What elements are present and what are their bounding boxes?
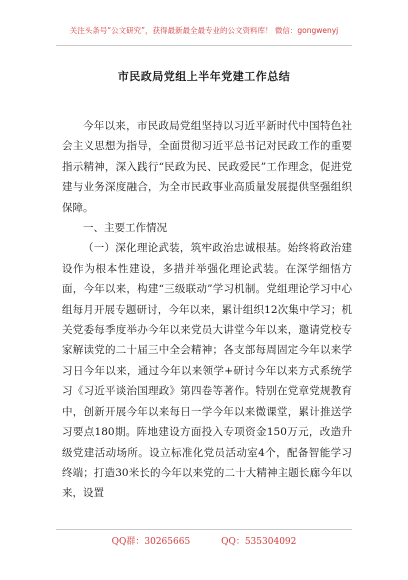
section-paragraph: （一）深化理论武装，筑牢政治忠诚根基。始终将政治建设作为根本性建设，多措并举强化理论武装。在深学细悟方面，今年以来，构建“三级联动”学习机制。党组理论学习中心组每月开展专题研讨，今年以来，累计组织12次集中学习；机关党委每季度举办今年以来党员大讲堂今年以来，邀请党校专家解读党的二十届三中全会精神；各支部每周固定今年以来学习日今年以来，通过今年以来领学+研讨今年以来方式系统学习《习近平谈治国理政》第四卷等著作。特别在党章党规教育中，创新开展今年以来每日一学今年以来微课堂，累计推送学习要点180期。阵地建设方面投入专项资金150万元，改造升级党建活动场所。设立标准化党员活动室4个，配备智能学习终端；打造30米长的今年以来党的二十大精神主题长廊今年以来，设置 — [62, 242, 352, 500]
header-divider — [56, 45, 352, 46]
intro-paragraph: 今年以来，市民政局党组坚持以习近平新时代中国特色社会主义思想为指导，全面贯彻习近平总书记对民政工作的重要指示精神，深入践行“民政为民、民政爱民”工作理念，促进党建与业务深度融合，为全市民政事业高质量发展提供坚强组织保障。 — [62, 120, 352, 214]
document-body — [62, 116, 352, 504]
qq-number: QQ：535304092 — [221, 537, 297, 547]
section-heading: 一、主要工作情况 — [83, 222, 167, 235]
footer-divider — [56, 529, 352, 530]
qq-group-number: QQ群：30265665 — [111, 537, 191, 547]
footer-contact — [0, 534, 408, 547]
document-title: 市民政局党组上半年党建工作总结 — [117, 70, 291, 83]
header-banner: 关注头条号“公文研究”，获得最新最全最专业的公文资料库！ 微信：gongwenyj — [69, 26, 339, 35]
